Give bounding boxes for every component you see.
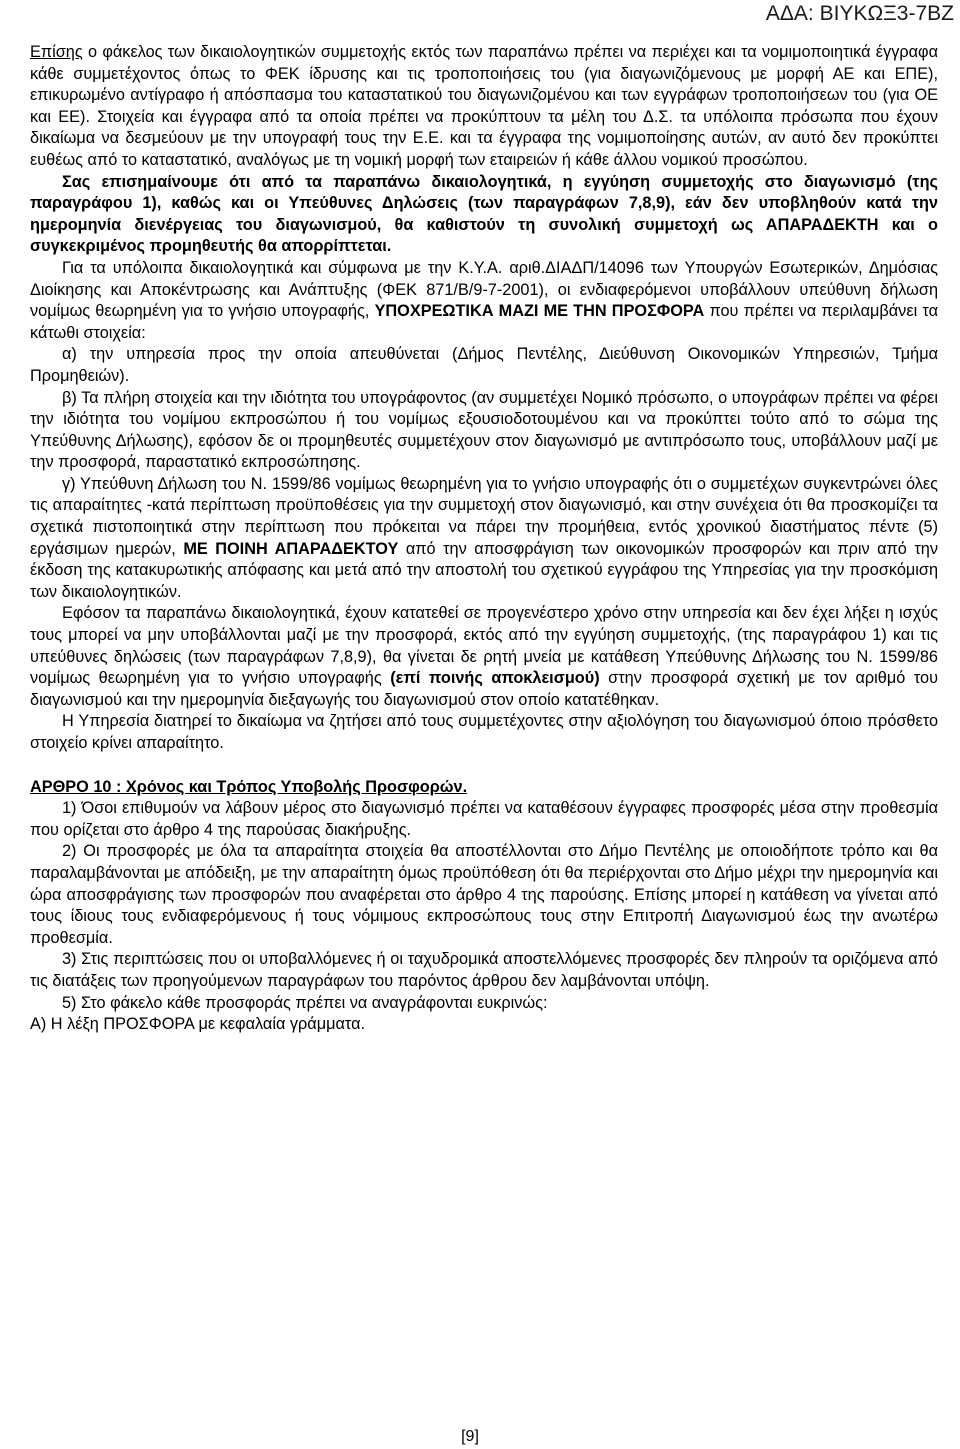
- paragraph-kya: [30, 258, 938, 344]
- paragraph-tail: στην προσφορά σχετική με τον αριθμό του διαγωνισμού και την ημερομηνία διεξαγωγής του διαγωνισμού στον οποίο κατατέθηκαν.: [30, 669, 938, 709]
- article-para-2: 2) Οι προσφορές με όλα τα απαραίτητα στοιχεία θα αποστέλλονται στο Δήμο Πεντέλης με οποιοδήποτε τρόπο και θα παραλαμβάνονται με απόδειξη, με την απαραίτητη όμως προϋπόθεση ότι θα περιέρχονται στο Δήμο μέχρι την ημερομηνία και ώρα αποσφράγισης των προσφορών που αναφέρεται στο άρθρο 4 της παρούσης. Επίσης μπορεί η κατάθεση να γίνεται από τους ίδιους τους ενδιαφερόμενους ή τους νόμιμους εκπροσώπους τους στην Επιτροπή Διαγωνισμού έως την ανωτέρω προθεσμία.: [30, 842, 938, 947]
- spacer: [30, 755, 938, 777]
- paragraph-text: Εφόσον τα παραπάνω δικαιολογητικά, έχουν κατατεθεί σε προγενέστερο χρόνο στην υπηρεσία και δεν έχει λήξει η ισχύς τους μπορεί να μην υποβάλλονται μαζί με την προσφορά, εκτός από την εγγύηση συμμετοχής, (της παραγράφου 1) και τις υπεύθυνες δηλώσεις (των παραγράφων 7,8,9), θα γίνεται δε ρητή μνεία με κατάθεση Υπεύθυνης Δήλωσης του Ν. 1599/86 νομίμως θεωρημένη για το γνήσιο υπογραφής: [30, 604, 938, 688]
- paragraph-text: γ) Υπεύθυνη Δήλωση του Ν. 1599/86 νομίμως θεωρημένη για το γνήσιο υπογραφής ότι ο συμμετέχων συγκεντρώνει όλες τις απαραίτητες -κατά περίπτωση προϋποθέσεις για την συμμετοχή στον διαγωνισμό, και στην συνέχεια ότι θα προσκομίζει τα σχετικά πιστοποιητικά στην περίπτωση που πρόκειται να πάρει την προμήθεια, εντός χρονικού διαστήματος πέντε (5) εργάσιμων ημερών,: [30, 474, 938, 558]
- bold-phrase: (επί ποινής αποκλεισμού): [390, 669, 600, 688]
- paragraph-tail: που πρέπει να περιλαμβάνει τα κάτωθι στοιχεία:: [30, 302, 938, 342]
- paragraph-text: Για τα υπόλοιπα δικαιολογητικά και σύμφωνα με την Κ.Υ.Α. αριθ.ΔΙΑΔΠ/14096 των Υπουργών Εσωτερικών, Δημόσιας Διοίκησης και Αποκέντρωσης και Ανάπτυξης (ΦΕΚ 871/Β/9-7-2001), οι ενδιαφερόμενοι υποβάλλουν υπεύθυνη δήλωση νομίμως θεωρημένη για το γνήσιο υπογραφής,: [30, 258, 938, 321]
- list-item-c: [30, 474, 938, 604]
- article-para-5a: Α) Η λέξη ΠΡΟΣΦΟΡΑ με κεφαλαία γράμματα.: [30, 1015, 366, 1034]
- paragraph-warning: Σας επισημαίνουμε ότι από τα παραπάνω δικαιολογητικά, η εγγύηση συμμετοχής στο διαγωνισμό (της παραγράφου 1), καθώς και οι Υπεύθυνες Δηλώσεις (των παραγράφων 7,8,9), εάν δεν υποβληθούν κατά την ημερομηνία διενέργειας του διαγωνισμού, θα καθιστούν τη συνολική συμμετοχή ως ΑΠΑΡΑΔΕΚΤΗ και ο συγκεκριμένος προμηθευτής θα απορρίπτεται.: [30, 172, 938, 256]
- page-number: [9]: [461, 1428, 479, 1445]
- bold-phrase: ΜΕ ΠΟΙΝΗ ΑΠΑΡΑΔΕΚΤΟΥ: [183, 539, 399, 558]
- paragraph-prior-submission: [30, 603, 938, 711]
- document-body: [30, 42, 938, 1036]
- paragraph-tail: από την αποσφράγιση των οικονομικών προσφορών και πριν από την έκδοση της κατακυρωτικής απόφασης και μετά από την αποστολή του σχετικού εγγράφου της Υπηρεσίας για την προσκόμιση των δικαιολογητικών.: [30, 539, 938, 601]
- paragraph-documents-folder: [30, 42, 938, 172]
- lead-word: Επίσης: [30, 43, 83, 61]
- article-para-5: 5) Στο φάκελο κάθε προσφοράς πρέπει να αναγράφονται ευκρινώς:: [62, 993, 548, 1012]
- paragraph-service-right: Η Υπηρεσία διατηρεί το δικαίωμα να ζητήσει από τους συμμετέχοντες στην αξιολόγηση του διαγωνισμού όποιο πρόσθετο στοιχείο κρίνει απαραίτητο.: [30, 712, 938, 752]
- article-para-3: 3) Στις περιπτώσεις που οι υποβαλλόμενες ή οι ταχυδρομικά αποστελλόμενες προσφορές δεν πληρούν τα οριζόμενα από τις διατάξεις των προηγούμενων παραγράφων του παρόντος άρθρου δεν λαμβάνονται υπόψη.: [30, 950, 938, 990]
- article-title: ΑΡΘΡΟ 10 : Χρόνος και Τρόπος Υποβολής Προσφορών.: [30, 777, 468, 796]
- ada-code: ΑΔΑ: ΒΙΥΚΩΞ3-7ΒΖ: [765, 2, 954, 25]
- bold-phrase: ΥΠΟΧΡΕΩΤΙΚΑ ΜΑΖΙ ΜΕ ΤΗΝ ΠΡΟΣΦΟΡΑ: [374, 302, 705, 321]
- list-item-b: β) Τα πλήρη στοιχεία και την ιδιότητα του υπογράφοντος (αν συμμετέχει Νομικό πρόσωπο, ο υπογράφων πρέπει να φέρει την ιδιότητα του νομίμου εκπροσώπου ή του νομίμως εξουσιοδοτουμένου και να προκύπτει τούτο από το σώμα της Υπεύθυνης Δήλωσης), εφόσον δε οι προμηθευτές συμμετέχουν στον διαγωνισμό με αντιπρόσωπο τους, υποβάλλουν μαζί με την προσφορά, παραστατικό εκπροσώπησης.: [30, 388, 938, 472]
- list-item-a: α) την υπηρεσία προς την οποία απευθύνεται (Δήμος Πεντέλης, Διεύθυνση Οικονομικών Υπηρεσιών, Τμήμα Προμηθειών).: [30, 345, 938, 385]
- paragraph-text: ο φάκελος των δικαιολογητικών συμμετοχής εκτός των παραπάνω πρέπει να περιέχει και τα νομιμοποιητικά έγγραφα κάθε συμμετέχοντος όπως το ΦΕΚ ίδρυσης και τις τροποποιήσεις του (για διαγωνιζόμενους με μορφή ΑΕ και ΕΠΕ), επικυρωμένο αντίγραφο ή απόσπασμα του καταστατικού του διαγωνιζομένου και των εγγράφων τροποποιήσεων του (για ΟΕ και ΕΕ). Στοιχεία και έγγραφα από τα οποία πρέπει να προκύπτουν τα μέλη του Δ.Σ. τα υπόλοιπα πρόσωπα που έχουν δικαίωμα να δεσμεύουν με την υπογραφή τους την Ε.Ε. και τα έγγραφα της νομιμοποίησης αυτών, αν αυτό δεν προκύπτει ευθέως από το καταστατικό, αναλόγως με τη νομική μορφή των εταιρειών ή κάθε άλλου νομικού προσώπου.: [30, 43, 938, 169]
- article-para-1: 1) Όσοι επιθυμούν να λάβουν μέρος στο διαγωνισμό πρέπει να καταθέσουν έγγραφες προσφορές μέσα στην προθεσμία που ορίζεται στο άρθρο 4 της παρούσας διακήρυξης.: [30, 799, 938, 839]
